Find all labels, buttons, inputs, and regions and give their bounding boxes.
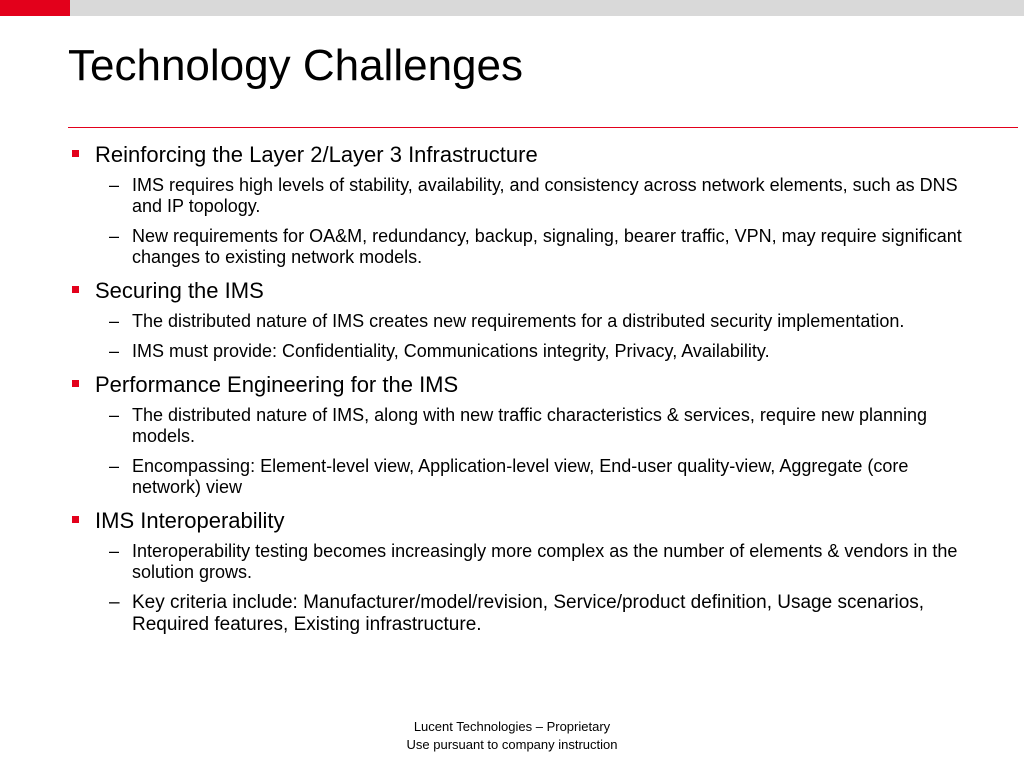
section-heading-text: Performance Engineering for the IMS (95, 372, 459, 397)
title-divider (68, 127, 1018, 128)
bullet-list (70, 141, 970, 645)
sub-bullet (70, 311, 970, 332)
dash-bullet-icon: – (109, 175, 120, 195)
header-accent-bar (0, 0, 70, 16)
section-heading (70, 371, 970, 399)
sub-bullet (70, 226, 970, 268)
sub-bullet (70, 341, 970, 362)
section-heading-text: Reinforcing the Layer 2/Layer 3 Infrastructure (95, 142, 538, 167)
dash-bullet-icon: – (109, 405, 120, 425)
section-heading-text: IMS Interoperability (95, 508, 285, 533)
sub-bullet (70, 175, 970, 217)
sub-bullet-text: Encompassing: Element-level view, Application-level view, End-user quality-view, Aggregate (core network) view (132, 456, 909, 497)
dash-bullet-icon: – (109, 341, 120, 361)
slide-title: Technology Challenges (68, 41, 523, 90)
dash-bullet-icon: – (109, 592, 120, 613)
sub-bullet-text: IMS requires high levels of stability, availability, and consistency across network elements, such as DNS and IP topology. (132, 175, 958, 216)
footer (0, 718, 1024, 754)
sub-bullet-text: Interoperability testing becomes increasingly more complex as the number of elements & vendors in the solution grows. (132, 541, 958, 582)
square-bullet-icon (72, 150, 79, 157)
square-bullet-icon (72, 516, 79, 523)
dash-bullet-icon: – (109, 541, 120, 561)
sub-bullet-text: Key criteria include: Manufacturer/model/revision, Service/product definition, Usage scenarios, Required features, Existing infrastructure. (132, 592, 925, 635)
footer-line: Use pursuant to company instruction (406, 737, 618, 752)
square-bullet-icon (72, 286, 79, 293)
dash-bullet-icon: – (109, 226, 120, 246)
section-heading (70, 141, 970, 169)
dash-bullet-icon: – (109, 311, 120, 331)
sub-bullet-text: The distributed nature of IMS, along with new traffic characteristics & services, require new planning models. (132, 405, 928, 446)
square-bullet-icon (72, 380, 79, 387)
footer-line: Lucent Technologies – Proprietary (413, 719, 611, 734)
sub-bullet (70, 405, 970, 447)
sub-bullet-text: The distributed nature of IMS creates new requirements for a distributed security implementation. (132, 311, 905, 331)
sub-bullet-text: IMS must provide: Confidentiality, Communications integrity, Privacy, Availability. (132, 341, 770, 361)
section-heading (70, 507, 970, 535)
section-heading-text: Securing the IMS (95, 278, 264, 303)
section-heading (70, 277, 970, 305)
header-bar (70, 0, 1024, 16)
sub-bullet (70, 456, 970, 498)
sub-bullet (70, 592, 970, 636)
sub-bullet-text: New requirements for OA&M, redundancy, backup, signaling, bearer traffic, VPN, may require significant changes to existing network models. (132, 226, 962, 267)
sub-bullet (70, 541, 970, 583)
dash-bullet-icon: – (109, 456, 120, 476)
